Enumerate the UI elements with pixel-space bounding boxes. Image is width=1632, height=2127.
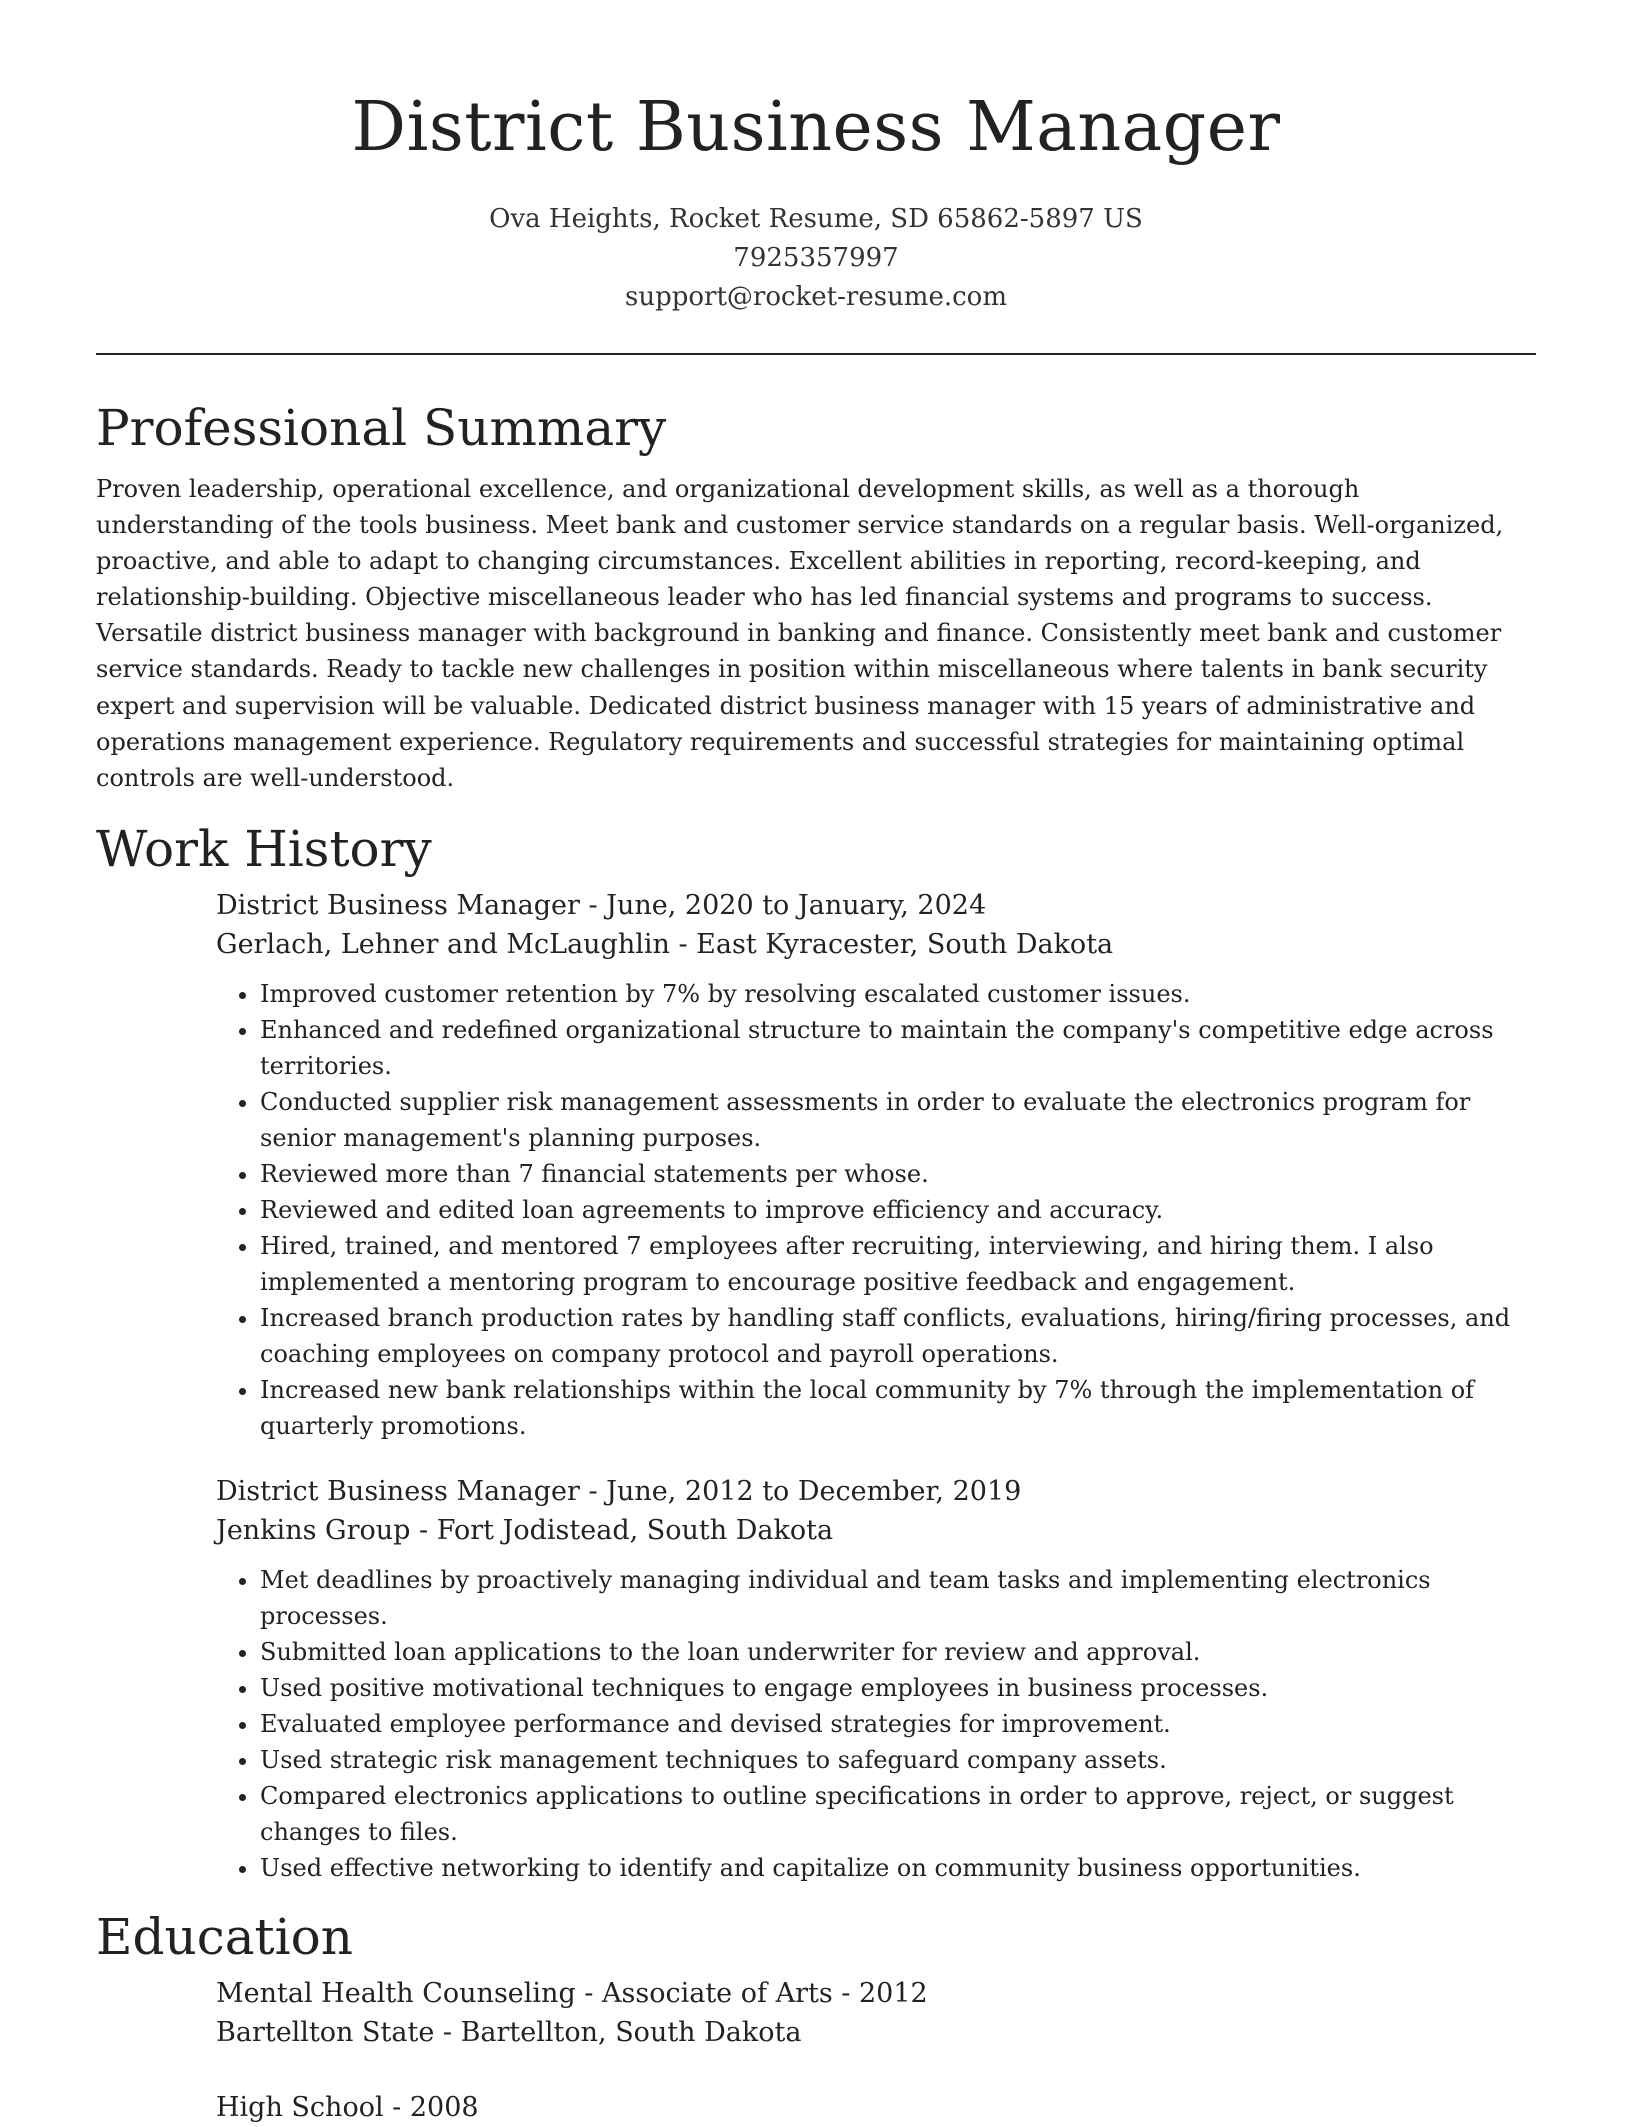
job-entry <box>216 886 1536 1444</box>
education-section <box>96 1906 1536 2127</box>
job-title-line <box>216 886 1536 925</box>
work-history-title: Work History <box>96 819 432 878</box>
degree-year: - 2012 <box>832 1977 928 2009</box>
candidate-name: District Business Manager <box>351 88 1281 167</box>
summary-title: Professional Summary <box>96 399 667 457</box>
list-item: • Conducted supplier risk management assessments in order to evaluate the electronics program for senior management's planning purposes. <box>260 1084 1536 1156</box>
job-location: - East Kyracester, South Dakota <box>669 928 1114 960</box>
job-entry <box>216 1472 1536 1886</box>
education-entry <box>216 2088 1536 2127</box>
job-title-line <box>216 1472 1536 1511</box>
list-item: • Used effective networking to identify and capitalize on community business opportunities. <box>260 1850 1536 1886</box>
job-company: Jenkins Group <box>216 1514 411 1546</box>
degree-line <box>216 2088 1536 2127</box>
list-item: • Improved customer retention by 7% by resolving escalated customer issues. <box>260 976 1536 1012</box>
address: Ova Heights, Rocket Resume, SD 65862-5897 US <box>489 204 1143 234</box>
list-item: • Increased branch production rates by handling staff conflicts, evaluations, hiring/firing processes, and coaching employees on company protocol and payroll operations. <box>260 1300 1536 1372</box>
job-role: District Business Manager <box>216 889 580 921</box>
job-dates: - June, 2020 to January, 2024 <box>579 889 987 921</box>
list-item: • Submitted loan applications to the loan underwriter for review and approval. <box>260 1634 1536 1670</box>
work-history-section <box>96 818 1536 1886</box>
list-item: • Increased new bank relationships within the local community by 7% through the implementation of quarterly promotions. <box>260 1372 1536 1444</box>
list-item: • Met deadlines by proactively managing individual and team tasks and implementing electronics processes. <box>260 1562 1536 1634</box>
summary-text: Proven leadership, operational excellence, and organizational development skills, as well as a thorough understanding of the tools business. Meet bank and customer service standards on a regular basis. Well-organized, proactive, and able to adapt to changing circumstances. Excellent abilities in reporting, record-keeping, and relationship-building. Objective miscellaneous leader who has led financial systems and programs to success. Versatile district business manager with background in banking and finance. Consistently meet bank and customer service standards. Ready to tackle new challenges in position within miscellaneous where talents in bank security expert and supervision will be valuable. Dedicated district business manager with 15 years of administrative and operations management experience. Regulatory requirements and successful strategies for maintaining optimal controls are well-understood. <box>96 475 1504 792</box>
job-dates: - June, 2012 to December, 2019 <box>579 1475 1022 1507</box>
job-company: Gerlach, Lehner and McLaughlin <box>216 928 670 960</box>
job-role: District Business Manager <box>216 1475 580 1507</box>
school-line <box>216 2013 1536 2052</box>
list-item: • Compared electronics applications to outline specifications in order to approve, reject, or suggest changes to files. <box>260 1778 1536 1850</box>
list-item: • Used positive motivational techniques to engage employees in business processes. <box>260 1670 1536 1706</box>
header-divider <box>96 353 1536 355</box>
job-location: - Fort Jodistead, South Dakota <box>410 1514 834 1546</box>
list-item: • Enhanced and redefined organizational structure to maintain the company's competitive edge across territories. <box>260 1012 1536 1084</box>
job-company-line <box>216 1511 1536 1550</box>
resume-header <box>0 0 1632 317</box>
list-item: • Used strategic risk management techniques to safeguard company assets. <box>260 1742 1536 1778</box>
degree-year: - 2008 <box>383 2091 479 2123</box>
list-item: • Hired, trained, and mentored 7 employees after recruiting, interviewing, and hiring them. I also implemented a mentoring program to encourage positive feedback and engagement. <box>260 1228 1536 1300</box>
education-entry <box>216 1974 1536 2052</box>
contact-block <box>0 200 1632 317</box>
email: support@rocket-resume.com <box>624 282 1007 312</box>
school-name: Bartellton State <box>216 2016 435 2048</box>
summary-section <box>96 397 1536 796</box>
degree: Mental Health Counseling - Associate of Arts <box>216 1977 833 2009</box>
school-location: - Bartellton, South Dakota <box>434 2016 802 2048</box>
list-item: • Evaluated employee performance and devised strategies for improvement. <box>260 1706 1536 1742</box>
degree-line <box>216 1974 1536 2013</box>
degree: High School <box>216 2091 384 2123</box>
education-title: Education <box>96 1907 353 1966</box>
job-bullets <box>216 976 1536 1444</box>
job-company-line <box>216 925 1536 964</box>
list-item: • Reviewed more than 7 financial statements per whose. <box>260 1156 1536 1192</box>
phone: 7925357997 <box>733 243 899 273</box>
list-item: • Reviewed and edited loan agreements to improve efficiency and accuracy. <box>260 1192 1536 1228</box>
job-bullets <box>216 1562 1536 1886</box>
